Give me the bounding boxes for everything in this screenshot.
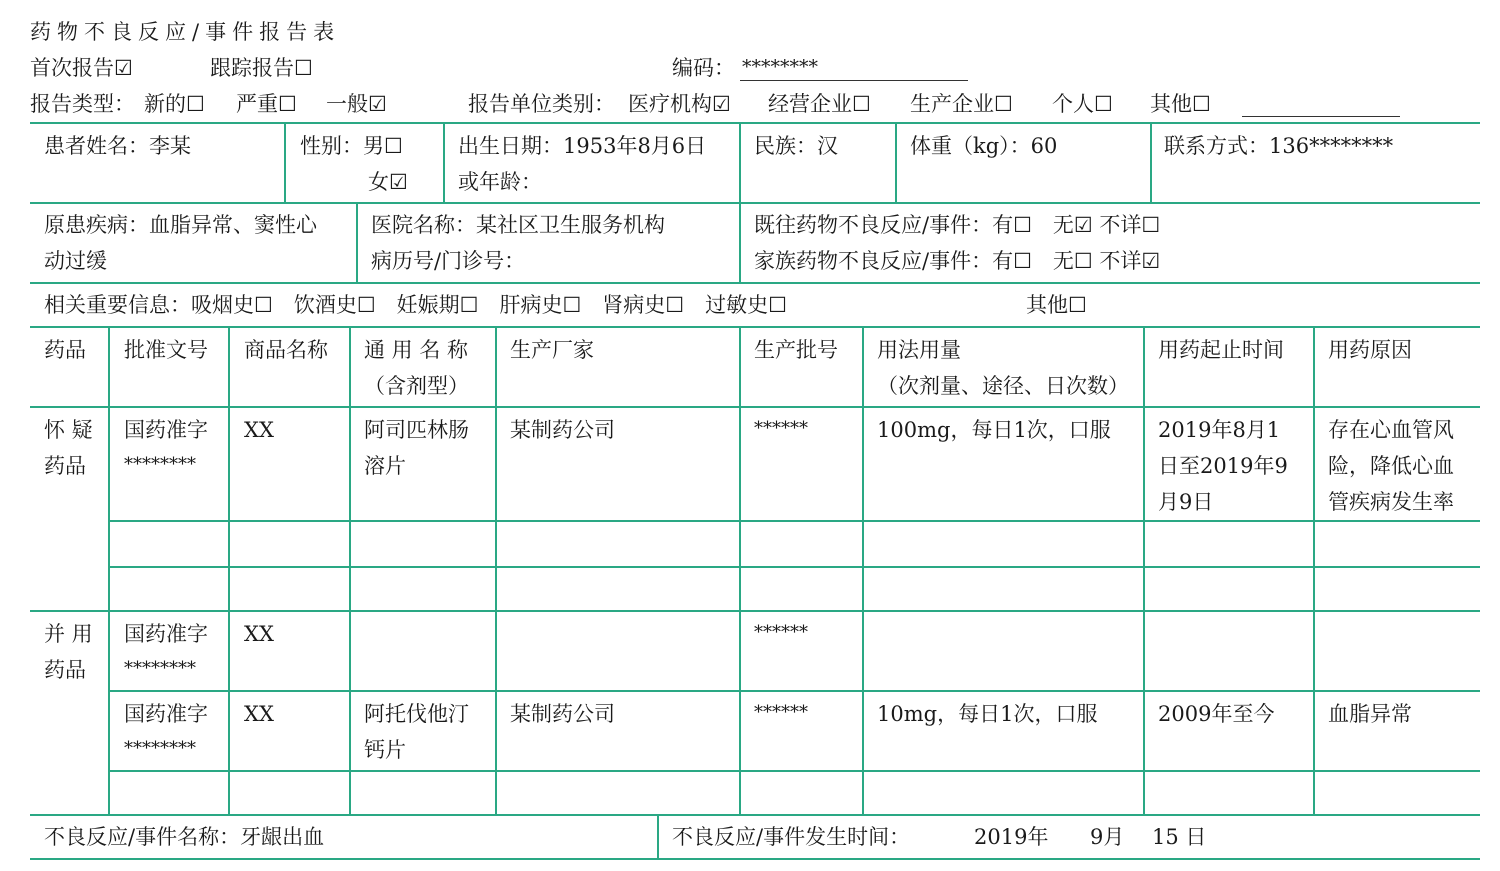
patient-name[interactable]: 患者姓名：李某 bbox=[44, 134, 191, 158]
ethnicity-field[interactable]: 民族：汉 bbox=[754, 134, 838, 158]
adr-day[interactable]: 15 日 bbox=[1152, 825, 1207, 849]
past-adr-options[interactable]: 既往药物不良反应/事件：有☐ 无☑ 不详☐ bbox=[754, 213, 1161, 237]
suspect-trade[interactable]: XX bbox=[244, 418, 274, 442]
header-maker: 生产厂家 bbox=[510, 338, 594, 362]
concomitant-group-1: 并 用 bbox=[44, 622, 93, 646]
birth-date[interactable]: 出生日期：1953年8月6日 bbox=[458, 134, 707, 158]
concomitant2-reason[interactable]: 血脂异常 bbox=[1328, 702, 1412, 726]
gender-female-checkbox[interactable]: 女☑ bbox=[368, 170, 408, 194]
type-new-checkbox[interactable]: 新的☐ bbox=[144, 92, 205, 116]
concomitant1-approval-2[interactable]: ******** bbox=[124, 658, 196, 679]
concomitant1-trade[interactable]: XX bbox=[244, 622, 274, 646]
suspect-approval-2[interactable]: ******** bbox=[124, 454, 196, 475]
family-adr-options[interactable]: 家族药物不良反应/事件：有☐ 无☐ 不详☑ bbox=[754, 249, 1161, 273]
hospital-name[interactable]: 医院名称：某社区卫生服务机构 bbox=[371, 213, 665, 237]
suspect-generic-2[interactable]: 溶片 bbox=[364, 454, 406, 478]
concomitant2-period[interactable]: 2009年至今 bbox=[1158, 702, 1275, 726]
adr-month[interactable]: 9月 bbox=[1090, 825, 1125, 849]
header-generic-1: 通 用 名 称 bbox=[364, 338, 469, 362]
header-usage-1: 用法用量 bbox=[877, 338, 961, 362]
header-drug: 药品 bbox=[44, 338, 86, 362]
concomitant2-generic-2[interactable]: 钙片 bbox=[364, 738, 406, 762]
gender-male-checkbox[interactable]: 性别：男☐ bbox=[300, 134, 403, 158]
adr-event-name[interactable]: 不良反应/事件名称：牙龈出血 bbox=[44, 825, 325, 849]
concomitant2-generic-1[interactable]: 阿托伐他汀 bbox=[364, 702, 469, 726]
concomitant-group-2: 药品 bbox=[44, 658, 86, 682]
suspect-reason-2[interactable]: 险，降低心血 bbox=[1328, 454, 1454, 478]
header-period: 用药起止时间 bbox=[1158, 338, 1284, 362]
suspect-approval-1[interactable]: 国药准字 bbox=[124, 418, 208, 442]
suspect-group-2: 药品 bbox=[44, 454, 86, 478]
suspect-reason-1[interactable]: 存在心血管风 bbox=[1328, 418, 1454, 442]
header-trade: 商品名称 bbox=[244, 338, 328, 362]
suspect-reason-3[interactable]: 管疾病发生率 bbox=[1328, 490, 1454, 514]
header-batch: 生产批号 bbox=[754, 338, 838, 362]
suspect-batch[interactable]: ****** bbox=[754, 418, 808, 439]
concomitant2-usage[interactable]: 10mg，每日1次，口服 bbox=[877, 702, 1098, 726]
concomitant2-approval-2[interactable]: ******** bbox=[124, 738, 196, 759]
type-serious-checkbox[interactable]: 严重☐ bbox=[236, 92, 297, 116]
report-unit-label: 报告单位类别： bbox=[468, 92, 615, 116]
unit-other-checkbox[interactable]: 其他☐ bbox=[1150, 92, 1211, 116]
suspect-maker[interactable]: 某制药公司 bbox=[510, 418, 615, 442]
suspect-period-2[interactable]: 日至2019年9 bbox=[1158, 454, 1288, 478]
suspect-group-1: 怀 疑 bbox=[44, 418, 93, 442]
code-underline bbox=[740, 80, 968, 81]
disease-line1[interactable]: 原患疾病：血脂异常、窦性心 bbox=[44, 213, 317, 237]
header-usage-2: （次剂量、途径、日次数） bbox=[877, 374, 1129, 398]
header-reason: 用药原因 bbox=[1328, 338, 1412, 362]
suspect-usage[interactable]: 100mg，每日1次，口服 bbox=[877, 418, 1111, 442]
header-approval: 批准文号 bbox=[124, 338, 208, 362]
concomitant2-batch[interactable]: ****** bbox=[754, 702, 808, 723]
suspect-period-1[interactable]: 2019年8月1 bbox=[1158, 418, 1281, 442]
first-report-checkbox[interactable]: 首次报告☑ bbox=[30, 56, 133, 80]
unit-production-checkbox[interactable]: 生产企业☐ bbox=[910, 92, 1013, 116]
report-type-label: 报告类型： bbox=[30, 92, 135, 116]
suspect-generic-1[interactable]: 阿司匹林肠 bbox=[364, 418, 469, 442]
record-number[interactable]: 病历号/门诊号： bbox=[371, 249, 526, 273]
disease-line2[interactable]: 动过缓 bbox=[44, 249, 107, 273]
code-label: 编码： bbox=[672, 56, 735, 80]
unit-personal-checkbox[interactable]: 个人☐ bbox=[1052, 92, 1113, 116]
adr-year[interactable]: 2019年 bbox=[974, 825, 1049, 849]
header-generic-2: （含剂型） bbox=[364, 374, 469, 398]
weight-field[interactable]: 体重（kg）：60 bbox=[910, 134, 1058, 158]
followup-report-checkbox[interactable]: 跟踪报告☐ bbox=[210, 56, 313, 80]
concomitant2-trade[interactable]: XX bbox=[244, 702, 274, 726]
suspect-period-3[interactable]: 月9日 bbox=[1158, 490, 1214, 514]
adr-time-label: 不良反应/事件发生时间： bbox=[672, 825, 911, 849]
concomitant2-approval-1[interactable]: 国药准字 bbox=[124, 702, 208, 726]
code-value[interactable]: ******** bbox=[742, 56, 818, 78]
concomitant1-approval-1[interactable]: 国药准字 bbox=[124, 622, 208, 646]
important-info-other[interactable]: 其他☐ bbox=[1026, 293, 1087, 317]
form-title: 药物不良反应/事件报告表 bbox=[30, 20, 341, 44]
unit-medical-checkbox[interactable]: 医疗机构☑ bbox=[628, 92, 731, 116]
other-underline bbox=[1242, 116, 1400, 117]
concomitant1-batch[interactable]: ****** bbox=[754, 622, 808, 643]
important-info-options[interactable]: 相关重要信息：吸烟史☐ 饮酒史☐ 妊娠期☐ 肝病史☐ 肾病史☐ 过敏史☐ bbox=[44, 293, 787, 317]
concomitant2-maker[interactable]: 某制药公司 bbox=[510, 702, 615, 726]
unit-business-checkbox[interactable]: 经营企业☐ bbox=[768, 92, 871, 116]
type-general-checkbox[interactable]: 一般☑ bbox=[326, 92, 387, 116]
age-field[interactable]: 或年龄： bbox=[458, 170, 542, 194]
contact-field[interactable]: 联系方式：136******** bbox=[1164, 134, 1394, 158]
